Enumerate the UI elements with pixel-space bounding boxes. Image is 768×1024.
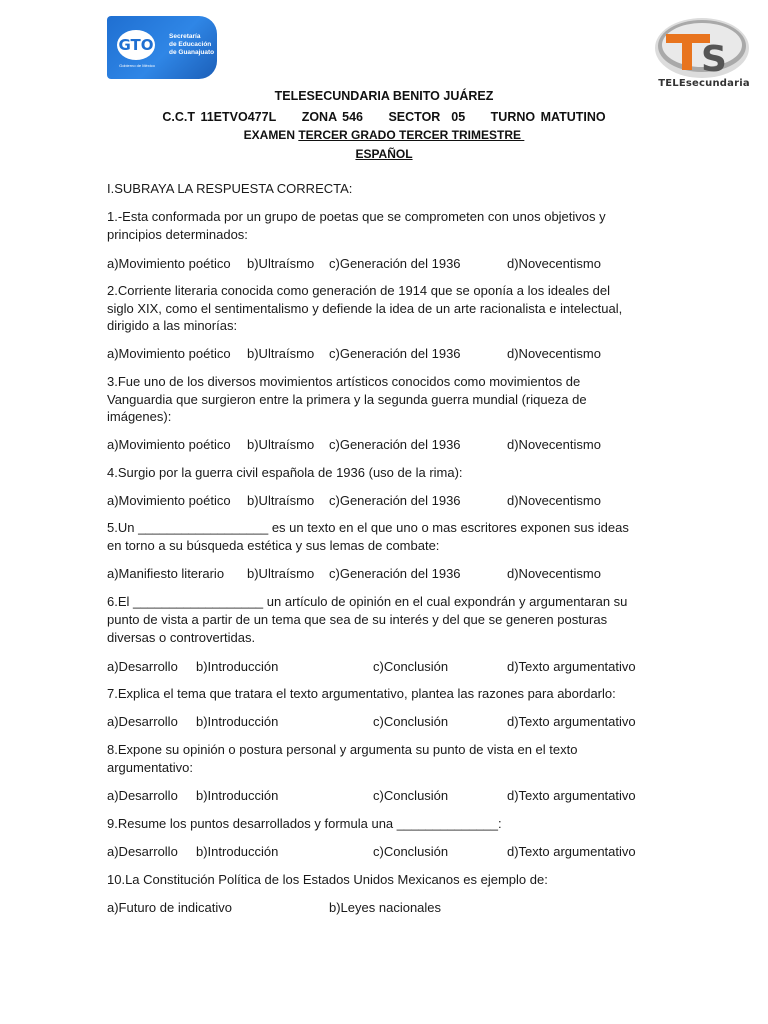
question-5-option-a[interactable]: a)Manifiesto literario bbox=[107, 566, 225, 581]
question-5-option-c[interactable]: c)Generación del 1936 bbox=[329, 566, 461, 581]
question-8-line-2: argumentativo: bbox=[107, 760, 193, 775]
subject-title: ESPAÑOL bbox=[355, 147, 413, 161]
question-2-line-1: 2.Corriente literaria conocida como generación de 1914 que se oponía a los ideales del bbox=[107, 283, 610, 298]
question-6-option-a[interactable]: a)Desarrollo bbox=[107, 659, 178, 674]
exam-prefix: EXAMEN bbox=[243, 128, 299, 142]
question-4-option-a[interactable]: a)Movimiento poético bbox=[107, 493, 231, 508]
question-9-option-c[interactable]: c)Conclusión bbox=[373, 844, 449, 859]
question-7-option-d[interactable]: d)Texto argumentativo bbox=[507, 714, 636, 729]
question-6-option-c[interactable]: c)Conclusión bbox=[373, 659, 449, 674]
question-10-line-1: 10.La Constitución Política de los Estados Unidos Mexicanos es ejemplo de: bbox=[107, 872, 548, 887]
gto-logo-tagline: Gobierno de México bbox=[119, 63, 155, 68]
question-3-line-2: Vanguardia que surgieron entre la primera y la segunda guerra mundial (riqueza de bbox=[107, 392, 587, 407]
question-5-line-1: 5.Un __________________ es un texto en el que uno o mas escritores exponen sus ideas bbox=[107, 520, 629, 535]
question-8-option-d[interactable]: d)Texto argumentativo bbox=[507, 788, 636, 803]
telesecundaria-caption: TELEsecundaria bbox=[658, 78, 750, 89]
question-1-option-a[interactable]: a)Movimiento poético bbox=[107, 256, 231, 271]
question-3-option-d[interactable]: d)Novecentismo bbox=[507, 437, 601, 452]
question-7-line-1: 7.Explica el tema que tratara el texto argumentativo, plantea las razones para abordarlo: bbox=[107, 686, 616, 701]
turno: TURNO MATUTINO bbox=[490, 110, 606, 124]
question-6-line-3: diversas o controvertidas. bbox=[107, 630, 256, 645]
question-8-option-b[interactable]: b)Introducción bbox=[196, 788, 279, 803]
question-2-option-d[interactable]: d)Novecentismo bbox=[507, 346, 601, 361]
gto-logo bbox=[107, 16, 217, 79]
instructions: I.SUBRAYA LA RESPUESTA CORRECTA: bbox=[107, 181, 353, 196]
sector: SECTOR 05 bbox=[388, 110, 466, 124]
question-1-line-2: principios determinados: bbox=[107, 227, 248, 242]
question-9-line-1: 9.Resume los puntos desarrollados y formula una ______________: bbox=[107, 816, 502, 831]
ts-logo-s: S bbox=[701, 39, 727, 80]
question-4-option-b[interactable]: b)Ultraísmo bbox=[247, 493, 315, 508]
question-9-option-b[interactable]: b)Introducción bbox=[196, 844, 279, 859]
gto-logo-mark: GTO bbox=[117, 30, 155, 60]
school-info-line bbox=[0, 110, 768, 124]
question-9-option-d[interactable]: d)Texto argumentativo bbox=[507, 844, 636, 859]
question-9-option-a[interactable]: a)Desarrollo bbox=[107, 844, 178, 859]
question-6-line-2: punto de vista a partir de un tema que sea de su interés y del que se generen posturas bbox=[107, 612, 608, 627]
question-7-option-b[interactable]: b)Introducción bbox=[196, 714, 279, 729]
question-3-option-a[interactable]: a)Movimiento poético bbox=[107, 437, 231, 452]
question-2-line-2: siglo XIX, como el sentimentalismo y defiende la idea de un arte racionalista e intelectual, bbox=[107, 301, 623, 316]
exam-title-line bbox=[0, 128, 768, 142]
gto-logo-org: Secretaría de Educación de Guanajuato bbox=[169, 33, 215, 56]
question-2-option-a[interactable]: a)Movimiento poético bbox=[107, 346, 231, 361]
question-8-line-1: 8.Expone su opinión o postura personal y argumenta su punto de vista en el texto bbox=[107, 742, 578, 757]
question-4-option-d[interactable]: d)Novecentismo bbox=[507, 493, 601, 508]
question-1-option-d[interactable]: d)Novecentismo bbox=[507, 256, 601, 271]
question-8-option-c[interactable]: c)Conclusión bbox=[373, 788, 449, 803]
question-2-option-c[interactable]: c)Generación del 1936 bbox=[329, 346, 461, 361]
question-3-line-1: 3.Fue uno de los diversos movimientos artísticos conocidos como movimientos de bbox=[107, 374, 581, 389]
question-3-line-3: imágenes): bbox=[107, 409, 172, 424]
question-2-option-b[interactable]: b)Ultraísmo bbox=[247, 346, 315, 361]
question-3-option-b[interactable]: b)Ultraísmo bbox=[247, 437, 315, 452]
question-5-option-b[interactable]: b)Ultraísmo bbox=[247, 566, 315, 581]
question-1-line-1: 1.-Esta conformada por un grupo de poetas que se comprometen con unos objetivos y bbox=[107, 209, 606, 224]
question-6-option-d[interactable]: d)Texto argumentativo bbox=[507, 659, 636, 674]
question-6-option-b[interactable]: b)Introducción bbox=[196, 659, 279, 674]
question-8-option-a[interactable]: a)Desarrollo bbox=[107, 788, 178, 803]
zona: ZONA 546 bbox=[301, 110, 363, 124]
school-name: TELESECUNDARIA BENITO JUÁREZ bbox=[274, 89, 494, 103]
exam-title: TERCER GRADO TERCER TRIMESTRE bbox=[298, 128, 525, 142]
question-4-option-c[interactable]: c)Generación del 1936 bbox=[329, 493, 461, 508]
question-2-line-3: dirigido a las minorías: bbox=[107, 318, 238, 333]
question-10-option-a[interactable]: a)Futuro de indicativo bbox=[107, 900, 233, 915]
question-7-option-a[interactable]: a)Desarrollo bbox=[107, 714, 178, 729]
question-1-option-b[interactable]: b)Ultraísmo bbox=[247, 256, 315, 271]
ts-logo-t-stem bbox=[682, 34, 692, 70]
question-7-option-c[interactable]: c)Conclusión bbox=[373, 714, 449, 729]
question-10-option-b[interactable]: b)Leyes nacionales bbox=[329, 900, 442, 915]
question-1-option-c[interactable]: c)Generación del 1936 bbox=[329, 256, 461, 271]
question-4-line-1: 4.Surgio por la guerra civil española de 1936 (uso de la rima): bbox=[107, 465, 463, 480]
question-5-option-d[interactable]: d)Novecentismo bbox=[507, 566, 601, 581]
cct-code: C.C.T 11ETVO477L bbox=[162, 110, 277, 124]
question-6-line-1: 6.El __________________ un artículo de opinión en el cual expondrán y argumentaran su bbox=[107, 594, 628, 609]
question-3-option-c[interactable]: c)Generación del 1936 bbox=[329, 437, 461, 452]
question-5-line-2: en torno a su búsqueda estética y sus lemas de combate: bbox=[107, 538, 440, 553]
